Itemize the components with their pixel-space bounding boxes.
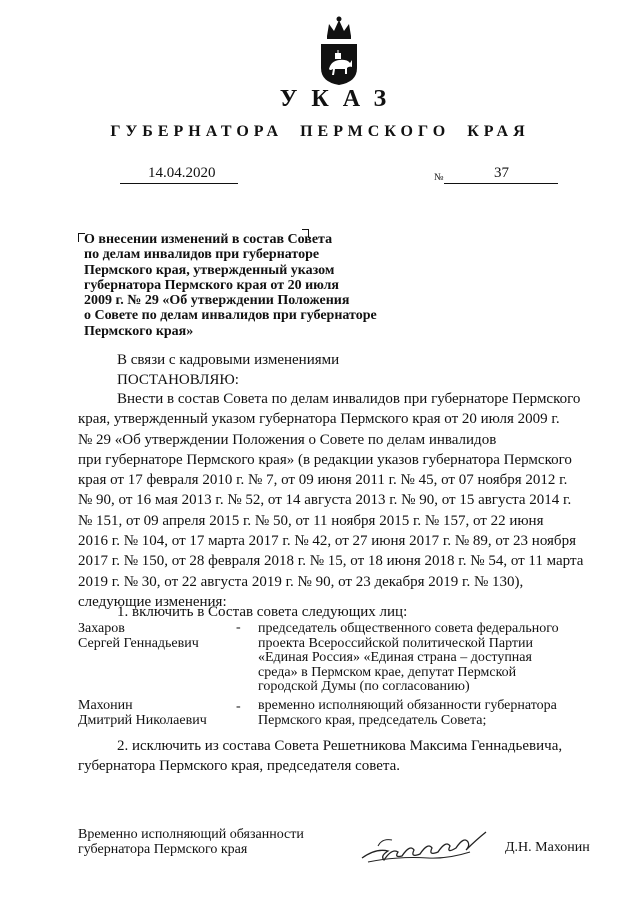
person-surname: Махонин <box>78 698 133 713</box>
heading-line: 2009 г. № 29 «Об утверждении Положения <box>84 293 350 309</box>
coat-of-arms-icon <box>319 14 359 86</box>
signatory-position <box>78 828 304 857</box>
body-line: № 151, от 09 апреля 2015 г. № 50, от 11 ноября 2015 г. № 157, от 22 июня <box>78 512 544 529</box>
item-2-line: губернатора Пермского края, председателя совета. <box>78 758 401 775</box>
signatory-position-line: Временно исполняющий обязанности <box>78 827 304 842</box>
number-sign: № <box>434 172 444 183</box>
signatory-name: Д.Н. Махонин <box>505 840 590 855</box>
position-line: «Единая Россия» «Единая страна – доступная <box>258 650 532 665</box>
issuer-title: ГУБЕРНАТОРА ПЕРМСКОГО КРАЯ <box>110 123 530 140</box>
body-line: края, утвержденный указом губернатора Пермского края от 20 июля 2009 г. <box>78 411 560 428</box>
position-line: председатель общественного совета федерального <box>258 621 559 636</box>
person-surname: Захаров <box>78 621 125 636</box>
person-dash: - <box>236 699 241 714</box>
signatory-position-line: губернатора Пермского края <box>78 841 248 857</box>
intro-decree: ПОСТАНОВЛЯЮ: <box>117 372 239 388</box>
document-heading <box>84 232 424 339</box>
position-line: среда» в Пермском крае, депутат Пермской <box>258 664 517 680</box>
body-line: Внести в состав Совета по делам инвалидов при губернаторе Пермского <box>117 391 581 407</box>
body-line: № 90, от 16 мая 2013 г. № 52, от 14 августа 2013 г. № 90, от 15 августа 2014 г. <box>78 492 572 509</box>
body-line: 2019 г. № 30, от 22 августа 2019 г. № 90, от 23 декабря 2019 г. № 130), <box>78 573 524 590</box>
person-given-name: Дмитрий Николаевич <box>78 712 207 728</box>
document-title: УКАЗ <box>279 86 401 112</box>
intro-reason: В связи с кадровыми изменениями <box>117 352 340 368</box>
handwritten-signature <box>358 818 490 870</box>
item-2-line: 2. исключить из состава Совета Решетникова Максима Геннадьевича, <box>117 738 563 754</box>
person-position <box>258 622 600 695</box>
person-given-name: Сергей Геннадьевич <box>78 635 199 651</box>
heading-line: Пермского края» <box>84 323 194 339</box>
person-dash: - <box>236 620 241 635</box>
heading-line: о Совете по делам инвалидов при губернаторе <box>84 308 377 324</box>
item-1: 1. включить в Состав совета следующих лиц: <box>117 604 408 620</box>
body-line: следующие изменения: <box>78 593 227 610</box>
person-name <box>78 699 207 728</box>
body-line: при губернаторе Пермского края» (в редакции указов губернатора Пермского <box>78 451 572 468</box>
date-underline <box>120 183 238 184</box>
body-line: 2017 г. № 150, от 28 февраля 2018 г. № 15, от 18 июня 2018 г. № 54, от 11 марта <box>78 553 584 570</box>
body-paragraph <box>78 389 600 612</box>
heading-line: губернатора Пермского края от 20 июля <box>84 277 339 293</box>
position-line: проекта Всероссийской политической Партии <box>258 635 534 651</box>
heading-line: Пермского края, утвержденный указом <box>84 262 335 278</box>
person-position <box>258 699 600 728</box>
body-line: 2016 г. № 104, от 17 марта 2017 г. № 42, от 27 июня 2017 г. № 89, от 23 ноября <box>78 533 576 550</box>
body-line: № 29 «Об утверждении Положения о Совете по делам инвалидов <box>78 431 497 448</box>
document-date: 14.04.2020 <box>148 165 216 181</box>
document-number: 37 <box>494 165 509 181</box>
position-line: городской Думы (по согласованию) <box>258 679 470 694</box>
heading-line: О внесении изменений в состав Совета <box>84 232 333 247</box>
position-line: временно исполняющий обязанности губернатора <box>258 698 557 713</box>
number-underline <box>444 183 558 184</box>
person-name <box>78 622 199 651</box>
position-line: Пермского края, председатель Совета; <box>258 712 487 728</box>
item-2 <box>78 736 600 777</box>
body-line: края от 17 февраля 2010 г. № 7, от 09 июня 2011 г. № 45, от 07 ноября 2012 г. <box>78 472 568 489</box>
heading-line: по делам инвалидов при губернаторе <box>84 247 320 263</box>
